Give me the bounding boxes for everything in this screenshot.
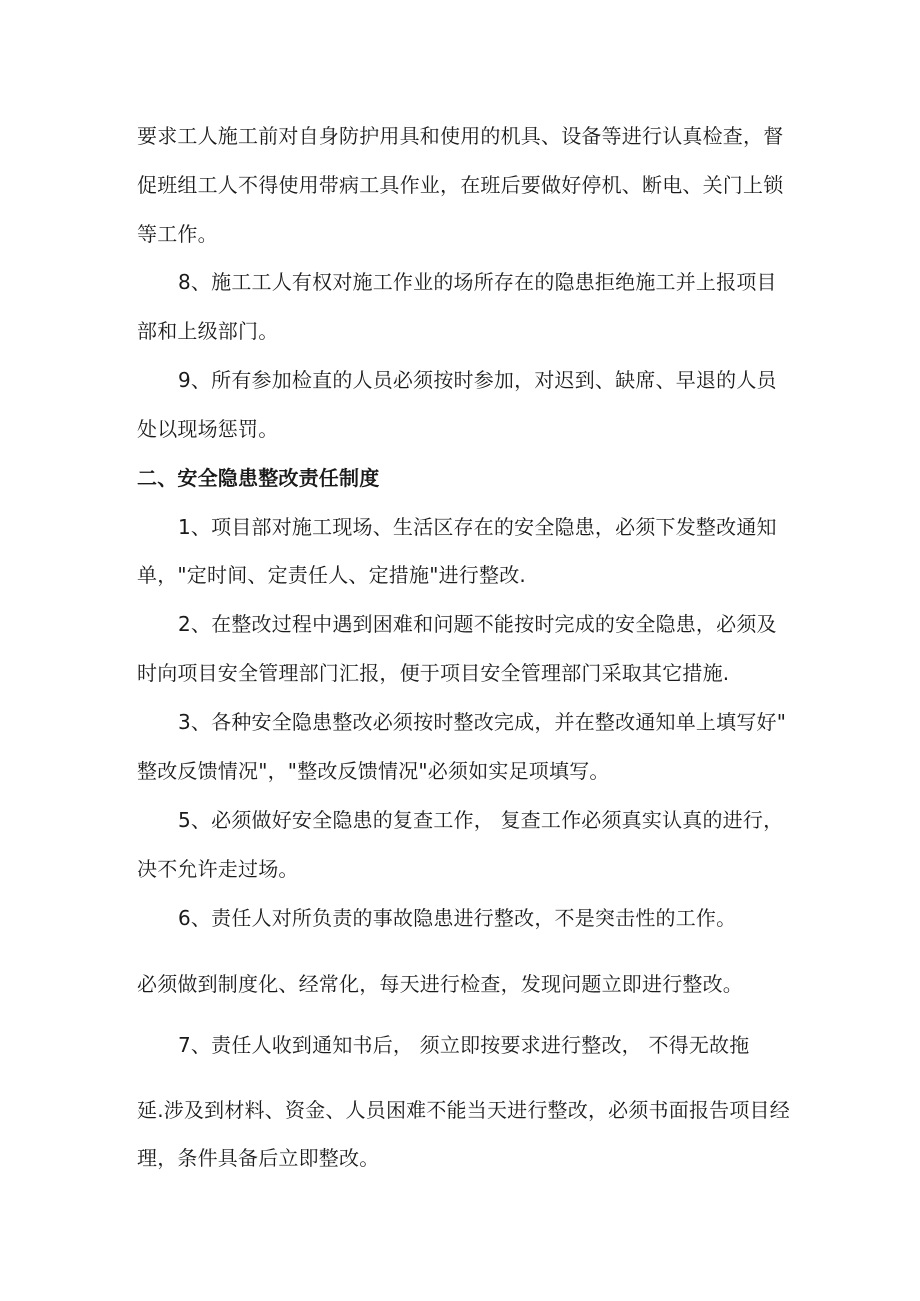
text-line: 时向项目安全管理部门汇报，便于项目安全管理部门采取其它措施. [137, 661, 730, 685]
section-heading: 二、安全隐患整改责任制度 [137, 466, 380, 490]
text-line: 促班组工人不得使用带病工具作业，在班后要做好停机、断电、关门上锁 [137, 173, 784, 197]
text-line: 1、项目部对施工现场、生活区存在的安全隐患，必须下发整改通知 [178, 515, 777, 539]
text-line: 要求工人施工前对自身防护用具和使用的机具、设备等进行认真检查，督 [137, 124, 784, 148]
text-line: 3、各种安全隐患整改必须按时整改完成，并在整改通知单上填写好" [178, 710, 787, 734]
text-line: 9、所有参加检直的人员必须按时参加，对迟到、缺席、早退的人员 [178, 368, 777, 392]
text-line: 8、施工工人有权对施工作业的场所存在的隐患拒绝施工并上报项目 [178, 270, 777, 294]
text-line: 7、责任人收到通知书后， 须立即按要求进行整改， 不得无故拖 [178, 1033, 750, 1057]
text-line: 必须做到制度化、经常化，每天进行检查，发现问题立即进行整改。 [137, 972, 743, 996]
text-line: 5、必须做好安全隐患的复查工作， 复查工作必须真实认真的进行， [178, 808, 784, 832]
text-line: 6、责任人对所负责的事故隐患进行整改，不是突击性的工作。 [178, 906, 737, 930]
text-line: 单，"定时间、定责任人、定措施"进行整改. [137, 563, 526, 587]
text-line: 延.涉及到材料、资金、人员困难不能当天进行整改，必须书面报告项目经 [137, 1098, 790, 1122]
text-line: 整改反馈情况"，"整改反馈情况"必须如实足项填写。 [137, 759, 610, 783]
text-line: 理，条件具备后立即整改。 [137, 1146, 380, 1170]
text-line: 决不允许走过场。 [137, 857, 299, 881]
text-line: 部和上级部门。 [137, 319, 279, 343]
text-line: 处以现场惩罚。 [137, 417, 279, 441]
text-line: 等工作。 [137, 222, 218, 246]
text-line: 2、在整改过程中遇到困难和问题不能按时完成的安全隐患，必须及 [178, 612, 777, 636]
